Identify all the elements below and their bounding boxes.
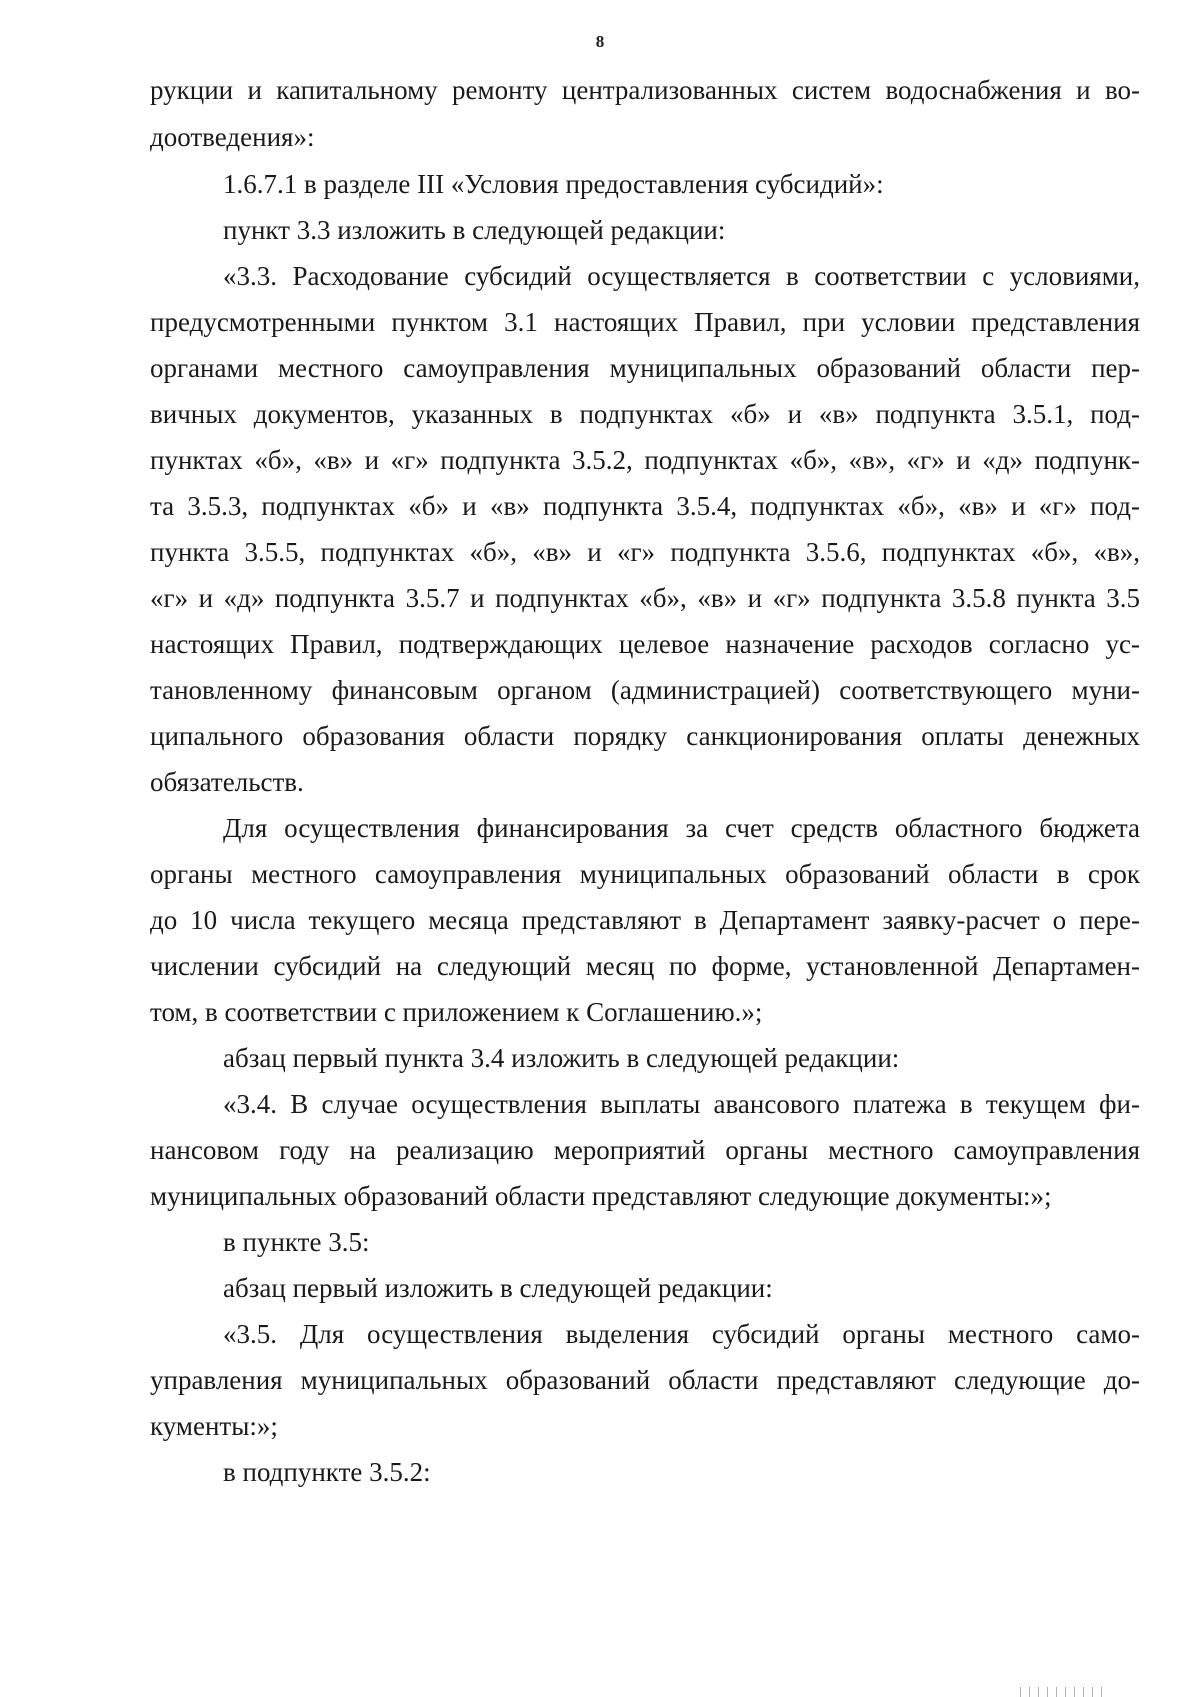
text-line: в пункте 3.5:	[223, 1227, 370, 1257]
text-line: управления муниципальных образований области представляют следующие до-	[150, 1365, 1140, 1395]
text-line: нансовом году на реализацию мероприятий органы местного самоуправления	[150, 1135, 1140, 1165]
text-line: абзац первый пункта 3.4 изложить в следующей редакции:	[223, 1043, 900, 1073]
text-line: абзац первый изложить в следующей редакции:	[223, 1273, 773, 1303]
text-line: рукции и капитальному ремонту централизованных систем водоснабжения и во-	[150, 75, 1140, 105]
text-line: доотведения»:	[150, 122, 315, 152]
text-line: «3.3. Расходование субсидий осуществляется в соответствии с условиями,	[223, 261, 1140, 291]
text-line: та 3.5.3, подпунктах «б» и «в» подпункта 3.5.4, подпунктах «б», «в» и «г» под-	[150, 491, 1140, 521]
text-line: пункта 3.5.5, подпунктах «б», «в» и «г» подпункта 3.5.6, подпунктах «б», «в»,	[150, 537, 1140, 567]
text-line: в подпункте 3.5.2:	[223, 1457, 431, 1487]
text-line: предусмотренными пунктом 3.1 настоящих Правил, при условии представления	[150, 307, 1140, 337]
text-line: органы местного самоуправления муниципальных образований области в срок	[150, 859, 1140, 889]
text-line: органами местного самоуправления муниципальных образований области пер-	[150, 353, 1140, 383]
text-line: вичных документов, указанных в подпунктах «б» и «в» подпункта 3.5.1, под-	[150, 399, 1140, 429]
text-line: ципального образования области порядку санкционирования оплаты денежных	[150, 721, 1140, 751]
page-number: 8	[595, 32, 605, 51]
text-line: том, в соответствии с приложением к Соглашению.»;	[150, 997, 763, 1027]
text-line: пунктах «б», «в» и «г» подпункта 3.5.2, подпунктах «б», «в», «г» и «д» подпунк-	[150, 445, 1140, 475]
text-line: числении субсидий на следующий месяц по форме, установленной Департамен-	[150, 951, 1140, 981]
text-line: настоящих Правил, подтверждающих целевое назначение расходов согласно ус-	[150, 629, 1140, 659]
text-line: кументы:»;	[150, 1411, 278, 1441]
text-line: обязательств.	[150, 767, 304, 797]
text-line: Для осуществления финансирования за счет средств областного бюджета	[223, 813, 1140, 843]
text-line: муниципальных образований области представляют следующие документы:»;	[150, 1181, 1052, 1211]
text-line: «3.5. Для осуществления выделения субсидий органы местного само-	[223, 1319, 1140, 1349]
text-line: до 10 числа текущего месяца представляют в Департамент заявку-расчет о пере-	[150, 905, 1140, 935]
text-line: «3.4. В случае осуществления выплаты авансового платежа в текущем фи-	[223, 1089, 1140, 1119]
text-line: «г» и «д» подпункта 3.5.7 и подпунктах «б», «в» и «г» подпункта 3.5.8 пункта 3.5	[150, 583, 1140, 613]
scan-artifact	[1020, 1687, 1110, 1697]
section-heading: 1.6.7.1 в разделе III «Условия предоставления субсидий»:	[223, 169, 884, 199]
text-line: пункт 3.3 изложить в следующей редакции:	[223, 215, 726, 245]
text-line: тановленному финансовым органом (администрацией) соответствующего муни-	[150, 675, 1140, 705]
